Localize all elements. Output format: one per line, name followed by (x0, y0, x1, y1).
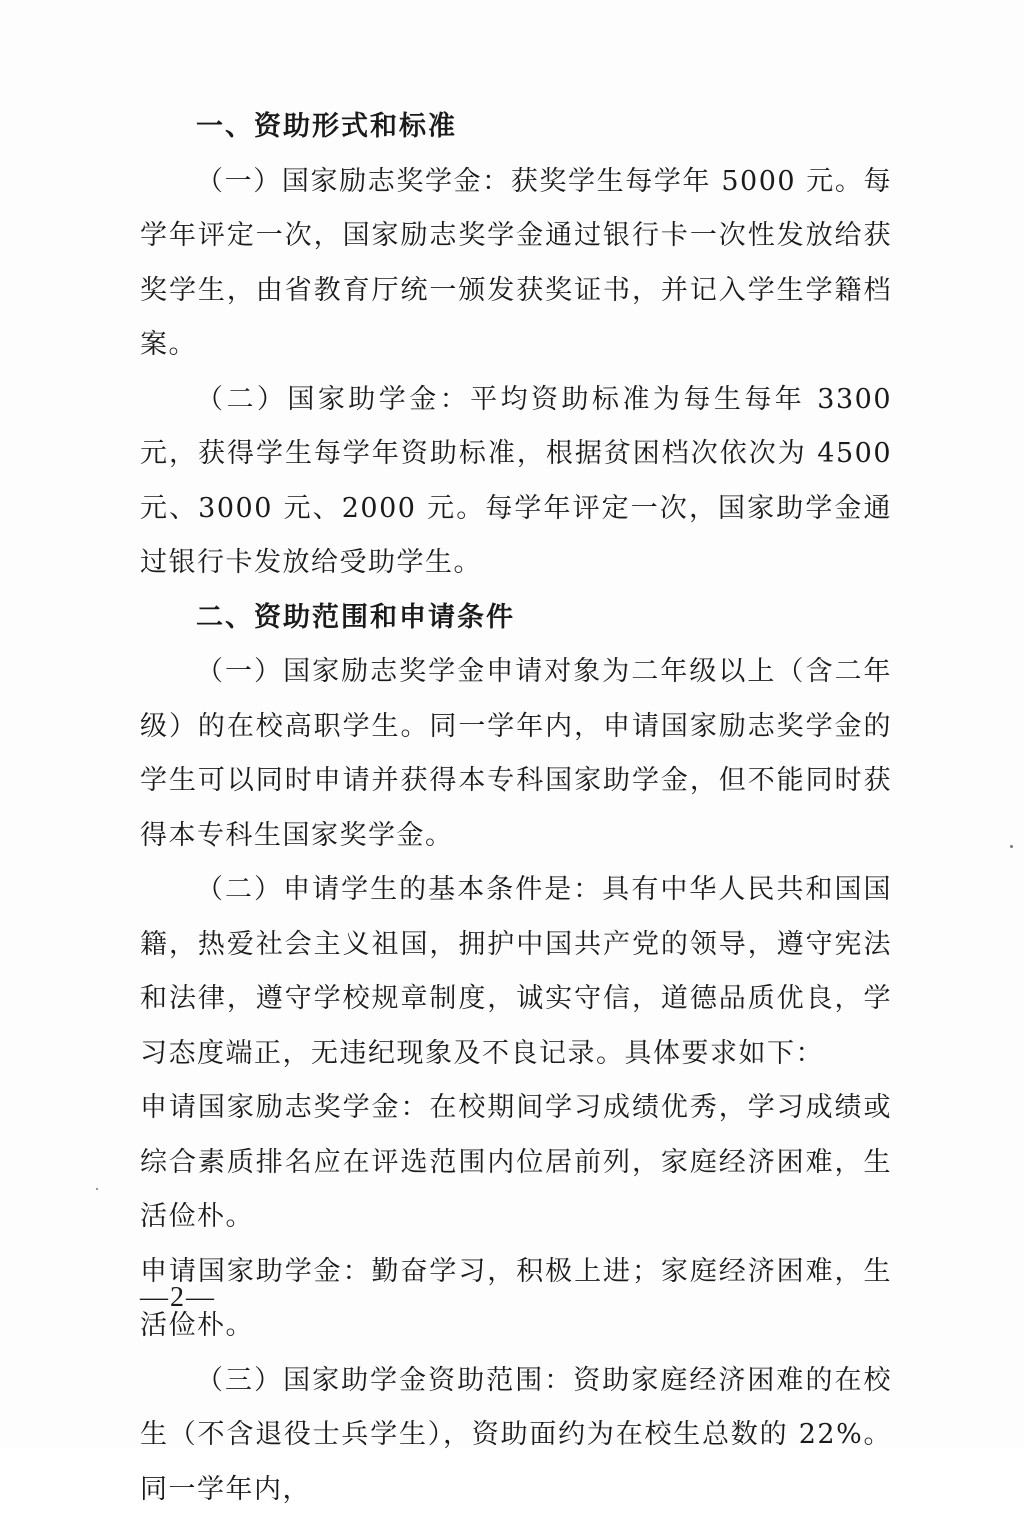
section-1-item-1: （一）国家励志奖学金：获奖学生每学年 5000 元。每学年评定一次，国家励志奖学金通过银行卡一次性发放给获奖学生，由省教育厅统一颁发获奖证书，并记入学生学籍档案。 (140, 155, 892, 373)
body-text (140, 100, 892, 1517)
section-1-item-2: （二）国家助学金：平均资助标准为每生每年 3300 元，获得学生每学年资助标准，根据贫困档次依次为 4500 元、3000 元、2000 元。每学年评定一次，国家助学金通过银行卡发放给受助学生。 (140, 373, 892, 591)
scan-speck (1010, 845, 1013, 848)
section-2-item-1: （一）国家励志奖学金申请对象为二年级以上（含二年级）的在校高职学生。同一学年内，申请国家励志奖学金的学生可以同时申请并获得本专科国家助学金，但不能同时获得本专科生国家奖学金。 (140, 645, 892, 863)
scan-speck (96, 1188, 98, 1190)
section-1-heading: 一、资助形式和标准 (140, 100, 892, 155)
page-number: —2— (140, 1282, 216, 1314)
requirement-scholarship: 申请国家励志奖学金：在校期间学习成绩优秀，学习成绩或综合素质排名应在评选范围内位居前列，家庭经济困难，生活俭朴。 (140, 1081, 892, 1245)
requirement-grant: 申请国家助学金：勤奋学习，积极上进；家庭经济困难，生活俭朴。 (140, 1245, 892, 1354)
section-2-item-2: （二）申请学生的基本条件是：具有中华人民共和国国籍，热爱社会主义祖国，拥护中国共产党的领导，遵守宪法和法律，遵守学校规章制度，诚实守信，道德品质优良，学习态度端正，无违纪现象及不良记录。具体要求如下： (140, 863, 892, 1081)
section-2-heading: 二、资助范围和申请条件 (140, 591, 892, 646)
section-2-item-3: （三）国家助学金资助范围：资助家庭经济困难的在校生（不含退役士兵学生），资助面约为在校生总数的 22%。同一学年内， (140, 1354, 892, 1517)
